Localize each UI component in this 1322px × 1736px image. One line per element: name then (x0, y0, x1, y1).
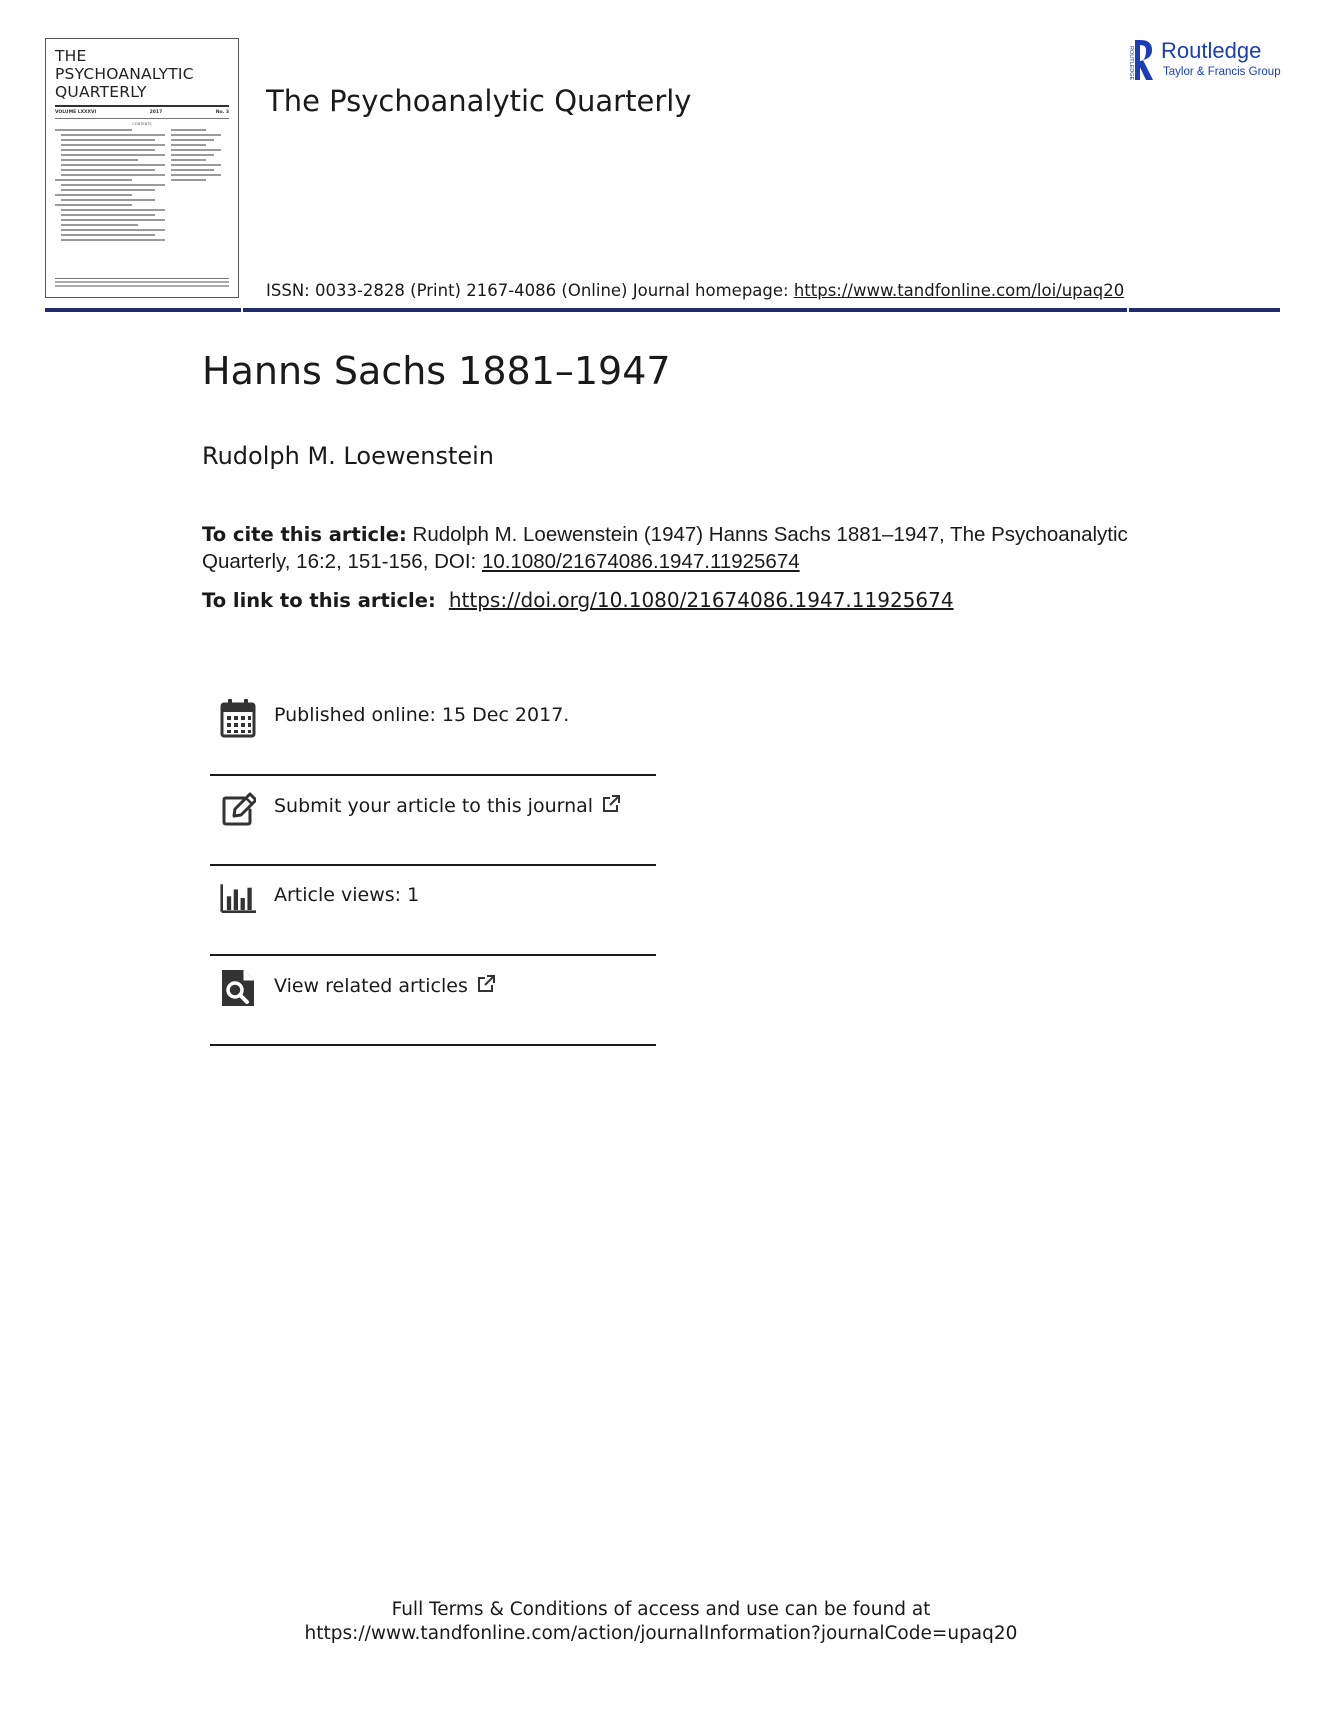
cover-line (171, 164, 221, 166)
cover-line (171, 179, 206, 181)
article-doi-url[interactable]: https://doi.org/10.1080/21674086.1947.11925674 (448, 588, 954, 612)
related-articles-label[interactable]: View related articles (274, 975, 468, 997)
submit-article-item[interactable] (210, 776, 656, 866)
cover-divider (55, 118, 229, 119)
journal-title: The Psychoanalytic Quarterly (266, 84, 692, 118)
cover-contents-right (171, 129, 221, 244)
cover-title-line3: QUARTERLY (55, 83, 147, 101)
submit-article-label[interactable]: Submit your article to this journal (274, 795, 594, 817)
cover-contents-lines (55, 129, 229, 244)
doi-link[interactable]: 10.1080/21674086.1947.11925674 (481, 550, 800, 573)
publisher-name: Routledge (1161, 38, 1262, 63)
citation (202, 521, 1162, 575)
cover-line (171, 144, 206, 146)
cover-line (61, 239, 165, 241)
cover-line (55, 179, 132, 181)
cover-footer (55, 278, 229, 289)
edit-icon (220, 788, 256, 828)
cover-line (61, 164, 165, 166)
cover-year: 2017 (149, 110, 163, 115)
article-author: Rudolph M. Loewenstein (202, 442, 494, 470)
cover-line (55, 204, 132, 206)
cover-line (171, 129, 206, 131)
cover-line (61, 219, 165, 221)
cover-line (61, 154, 165, 156)
cover-line (171, 159, 206, 161)
journal-homepage-link[interactable]: https://www.tandfonline.com/loi/upaq20 (793, 281, 1125, 300)
cover-meta (55, 110, 229, 115)
publisher-subtitle: Taylor & Francis Group (1163, 66, 1281, 78)
cover-line (61, 174, 165, 176)
cover-title-line2: PSYCHOANALYTIC (55, 65, 194, 83)
related-articles-item[interactable] (210, 956, 656, 1046)
cover-line (61, 149, 155, 151)
cover-line (171, 149, 221, 151)
related-articles-text[interactable] (274, 974, 496, 997)
article-title: Hanns Sachs 1881–1947 (202, 349, 671, 393)
cover-line (61, 139, 155, 141)
cover-line (61, 144, 165, 146)
cover-line (171, 139, 214, 141)
cover-line (61, 214, 155, 216)
submit-article-text[interactable] (274, 794, 621, 817)
published-online-text: Published online: 15 Dec 2017. (274, 704, 570, 726)
external-link-icon (601, 794, 621, 814)
header-rule (45, 308, 1280, 312)
cover-line (171, 174, 221, 176)
cover-line (61, 229, 165, 231)
cover-contents-left (55, 129, 165, 244)
article-info-list (210, 686, 656, 1046)
article-views-text: Article views: 1 (274, 884, 420, 906)
cover-title-line1: THE (55, 47, 87, 65)
cover-line (171, 154, 214, 156)
search-document-icon (220, 968, 256, 1008)
cover-line (171, 169, 214, 171)
journal-cover-thumbnail (45, 38, 239, 298)
terms-url[interactable]: https://www.tandfonline.com/action/journalInformation?journalCode=upaq20 (304, 1623, 1018, 1644)
cover-line (55, 194, 132, 196)
external-link-icon (476, 974, 496, 994)
cover-line (55, 285, 229, 287)
article-views-item (210, 866, 656, 956)
issn-text: ISSN: 0033-2828 (Print) 2167-4086 (Online) Journal homepage: (266, 281, 794, 300)
header-rule-gap (1127, 307, 1129, 313)
published-online-item (210, 686, 656, 776)
cover-line (61, 209, 165, 211)
cover-line (55, 129, 132, 131)
cite-label: To cite this article: (202, 523, 407, 546)
cover-line (61, 169, 155, 171)
cover-line (61, 199, 155, 201)
cover-title (55, 47, 229, 101)
header-rule-gap (241, 307, 243, 313)
cover-issue: No. 3 (215, 110, 229, 115)
cover-line (171, 134, 221, 136)
cite-text: Rudolph M. Loewenstein (1947) Hanns Sachs 1881–1947, The Psychoanalytic Quarterly, 16:2, 151-156, DOI: (202, 523, 1128, 573)
issn-line (266, 281, 1124, 300)
cover-line (61, 234, 155, 236)
cover-contents-label: CONTENTS (132, 122, 152, 126)
link-label: To link to this article: (202, 589, 436, 612)
publisher-logo[interactable] (1124, 38, 1284, 84)
calendar-icon (220, 698, 256, 738)
cover-line (61, 134, 165, 136)
svg-text:ROUTLEDGE: ROUTLEDGE (1128, 46, 1134, 81)
terms-text: Full Terms & Conditions of access and use can be found at (391, 1599, 931, 1620)
bar-chart-icon (220, 878, 256, 918)
terms-footer (0, 1598, 1322, 1646)
cover-line (55, 281, 229, 283)
cover-volume: VOLUME LXXXVI (55, 110, 97, 115)
article-link-row (202, 588, 954, 612)
cover-line (61, 224, 138, 226)
cover-line (61, 189, 155, 191)
cover-line (61, 184, 165, 186)
routledge-logo-icon (1126, 38, 1154, 82)
cover-line (61, 159, 138, 161)
cover-rule (55, 105, 229, 107)
